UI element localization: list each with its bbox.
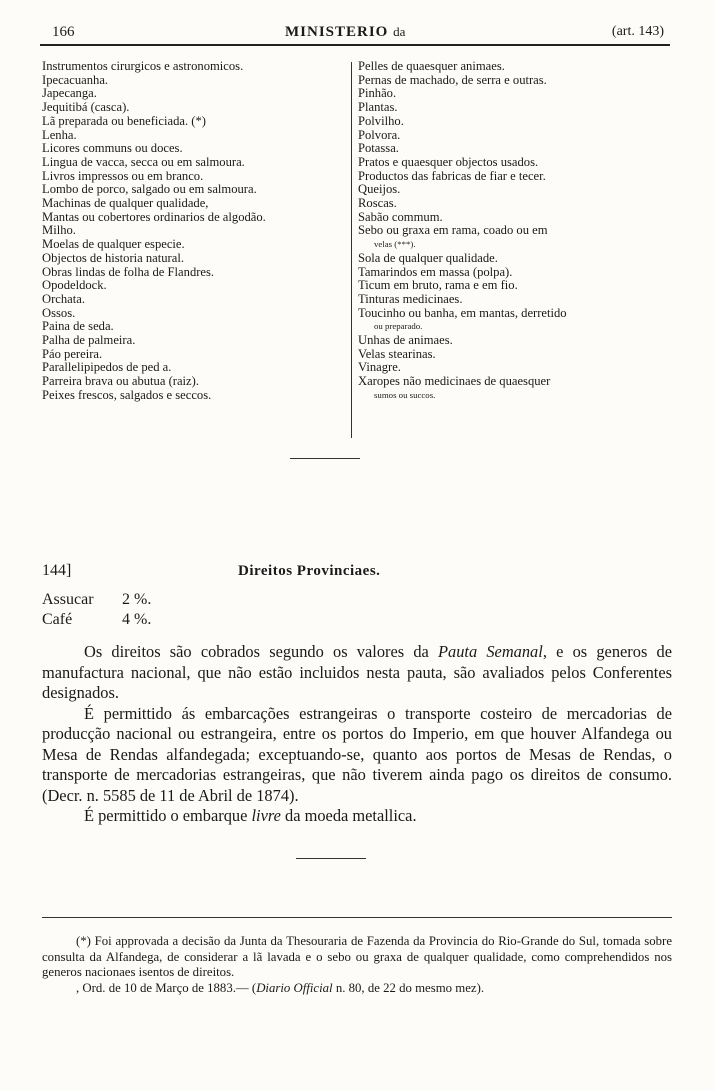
list-item: Lã preparada ou beneficiada. (*) xyxy=(42,113,206,128)
list-item: Obras lindas de folha de Flandres. xyxy=(42,264,215,279)
paragraph-1-text-cont: , e os generos de manufactura nacional, que não estão incluidos nesta pauta, são avaliados pelos Conferentes designados. xyxy=(42,642,673,702)
goods-list-left-column xyxy=(42,60,352,403)
list-item: Moelas de qualquer especie. xyxy=(42,237,185,252)
rates-list xyxy=(42,590,151,630)
rate-value: 4 %. xyxy=(122,611,152,628)
section-number: 144] xyxy=(42,562,72,579)
goods-list xyxy=(42,60,672,440)
list-item: Pratos e quaesquer objectos usados. xyxy=(358,154,539,169)
list-item: Instrumentos cirurgicos e astronomicos. xyxy=(42,59,244,73)
section-divider xyxy=(296,858,366,859)
list-item: Páo pereira. xyxy=(42,346,103,361)
goods-list-right-column xyxy=(358,60,670,403)
rate-row xyxy=(42,610,151,630)
paragraph-3-text: É permittido o embarque xyxy=(84,806,252,825)
section-body xyxy=(42,642,672,827)
list-item: Jequitibá (casca). xyxy=(42,100,130,115)
list-item: Potassa. xyxy=(358,141,399,156)
page-title xyxy=(285,24,405,41)
list-item: velas (***). xyxy=(374,239,416,250)
list-item: Velas stearinas. xyxy=(358,346,436,361)
list-item: Lingua de vacca, secca ou em salmoura. xyxy=(42,154,245,169)
paragraph-1-text: Os direitos são cobrados segundo os valores da xyxy=(84,642,438,661)
footnote-text: (*) Foi approvada a decisão da Junta da Thesouraria de Fazenda da Provincia do Rio-Grande do Sul, tomada sobre consulta da Alfandega, de considerar a lã lavada e o sebo ou graxa de qualquer qualidade, como comprehendidos nos generos nacionaes isentos de direitos. xyxy=(42,934,672,979)
list-item: Orchata. xyxy=(42,291,86,306)
list-item: sumos ou succos. xyxy=(374,389,436,400)
list-item: Queijos. xyxy=(358,182,401,197)
list-item: Japecanga. xyxy=(42,86,97,101)
citation-source: Diario Official xyxy=(256,980,333,995)
running-header xyxy=(40,22,670,46)
list-item: Paina de seda. xyxy=(42,319,114,334)
list-item: Palha de palmeira. xyxy=(42,333,136,348)
paragraph-3 xyxy=(42,806,672,827)
paragraph-1 xyxy=(42,642,672,704)
list-item: Ipecacuanha. xyxy=(42,72,109,87)
list-item: Lenha. xyxy=(42,127,77,142)
footnote-citation xyxy=(42,981,672,997)
list-item: Mantas ou cobertores ordinarios de algodão. xyxy=(42,209,266,224)
paragraph-2: É permittido ás embarcações estrangeiras o transporte costeiro de mercadorias de producção nacional ou estrangeira, entre os portos do Imperio, em que houver Alfandega ou Mesa de Rendas alfandegada; exceptuando-se, quanto aos portos de Mesas de Rendas, o transporte de mercadorias estrangeiras, que não tiverem ainda pago os direitos de consumo. (Decr. n. 5585 de 11 de Abril de 1874). xyxy=(42,703,672,805)
list-item: Tinturas medicinaes. xyxy=(358,291,463,306)
footnote-rule xyxy=(42,917,672,918)
list-item: Milho. xyxy=(42,223,76,238)
list-item: Licores communs ou doces. xyxy=(42,141,183,156)
list-item: Productos das fabricas de fiar e tecer. xyxy=(358,168,546,183)
section-heading xyxy=(42,562,672,582)
list-item: Parallelipipedos de ped a. xyxy=(42,360,172,375)
list-item: Peixes frescos, salgados e seccos. xyxy=(42,387,212,402)
footnote xyxy=(42,934,672,996)
rate-row xyxy=(42,590,151,610)
list-item: Sola de qualquer qualidade. xyxy=(358,250,498,265)
list-item: Pinhão. xyxy=(358,86,397,101)
list-item: Plantas. xyxy=(358,100,398,115)
paragraph-3-text-cont: da moeda metallica. xyxy=(280,806,417,825)
list-item: Opodeldock. xyxy=(42,278,107,293)
title-main: MINISTERIO xyxy=(285,24,389,40)
list-item: Pelles de quaesquer animaes. xyxy=(358,59,505,73)
rate-item: Café xyxy=(42,611,73,628)
list-item: Machinas de qualquer qualidade, xyxy=(42,196,209,211)
column-divider xyxy=(351,62,352,438)
list-item: Pernas de machado, de serra e outras. xyxy=(358,72,547,87)
rate-value: 2 %. xyxy=(122,591,152,608)
list-item: Lombo de porco, salgado ou em salmoura. xyxy=(42,182,257,197)
citation-text: , Ord. de 10 de Março de 1883.— ( xyxy=(76,980,257,995)
list-item: Vinagre. xyxy=(358,360,401,375)
section-divider xyxy=(290,458,360,459)
list-item: Roscas. xyxy=(358,196,397,211)
rate-item: Assucar xyxy=(42,591,94,608)
section-title: Direitos Provinciaes. xyxy=(238,563,381,579)
list-item: Xaropes não medicinaes de quaesquer xyxy=(358,374,551,389)
title-suffix: da xyxy=(393,24,406,39)
list-item: Polvilho. xyxy=(358,113,404,128)
list-item: Sabão commum. xyxy=(358,209,443,224)
list-item: Parreira brava ou abutua (raiz). xyxy=(42,374,199,389)
citation-text-cont: n. 80, de 22 do mesmo mez). xyxy=(332,980,485,995)
list-item: Livros impressos ou em branco. xyxy=(42,168,204,183)
list-item: Ossos. xyxy=(42,305,76,320)
list-item: Unhas de animaes. xyxy=(358,333,453,348)
list-item: Tamarindos em massa (polpa). xyxy=(358,264,513,279)
list-item: Sebo ou graxa em rama, coado ou em xyxy=(358,223,548,238)
livre-term: livre xyxy=(251,806,281,825)
list-item: ou preparado. xyxy=(374,321,423,332)
article-reference: (art. 143) xyxy=(611,24,664,39)
list-item: Polvora. xyxy=(358,127,401,142)
list-item: Objectos de historia natural. xyxy=(42,250,184,265)
page-number: 166 xyxy=(52,24,75,40)
list-item: Toucinho ou banha, em mantas, derretido xyxy=(358,305,567,320)
pauta-semanal-term: Pauta Semanal xyxy=(438,642,543,661)
list-item: Ticum em bruto, rama e em fio. xyxy=(358,278,518,293)
